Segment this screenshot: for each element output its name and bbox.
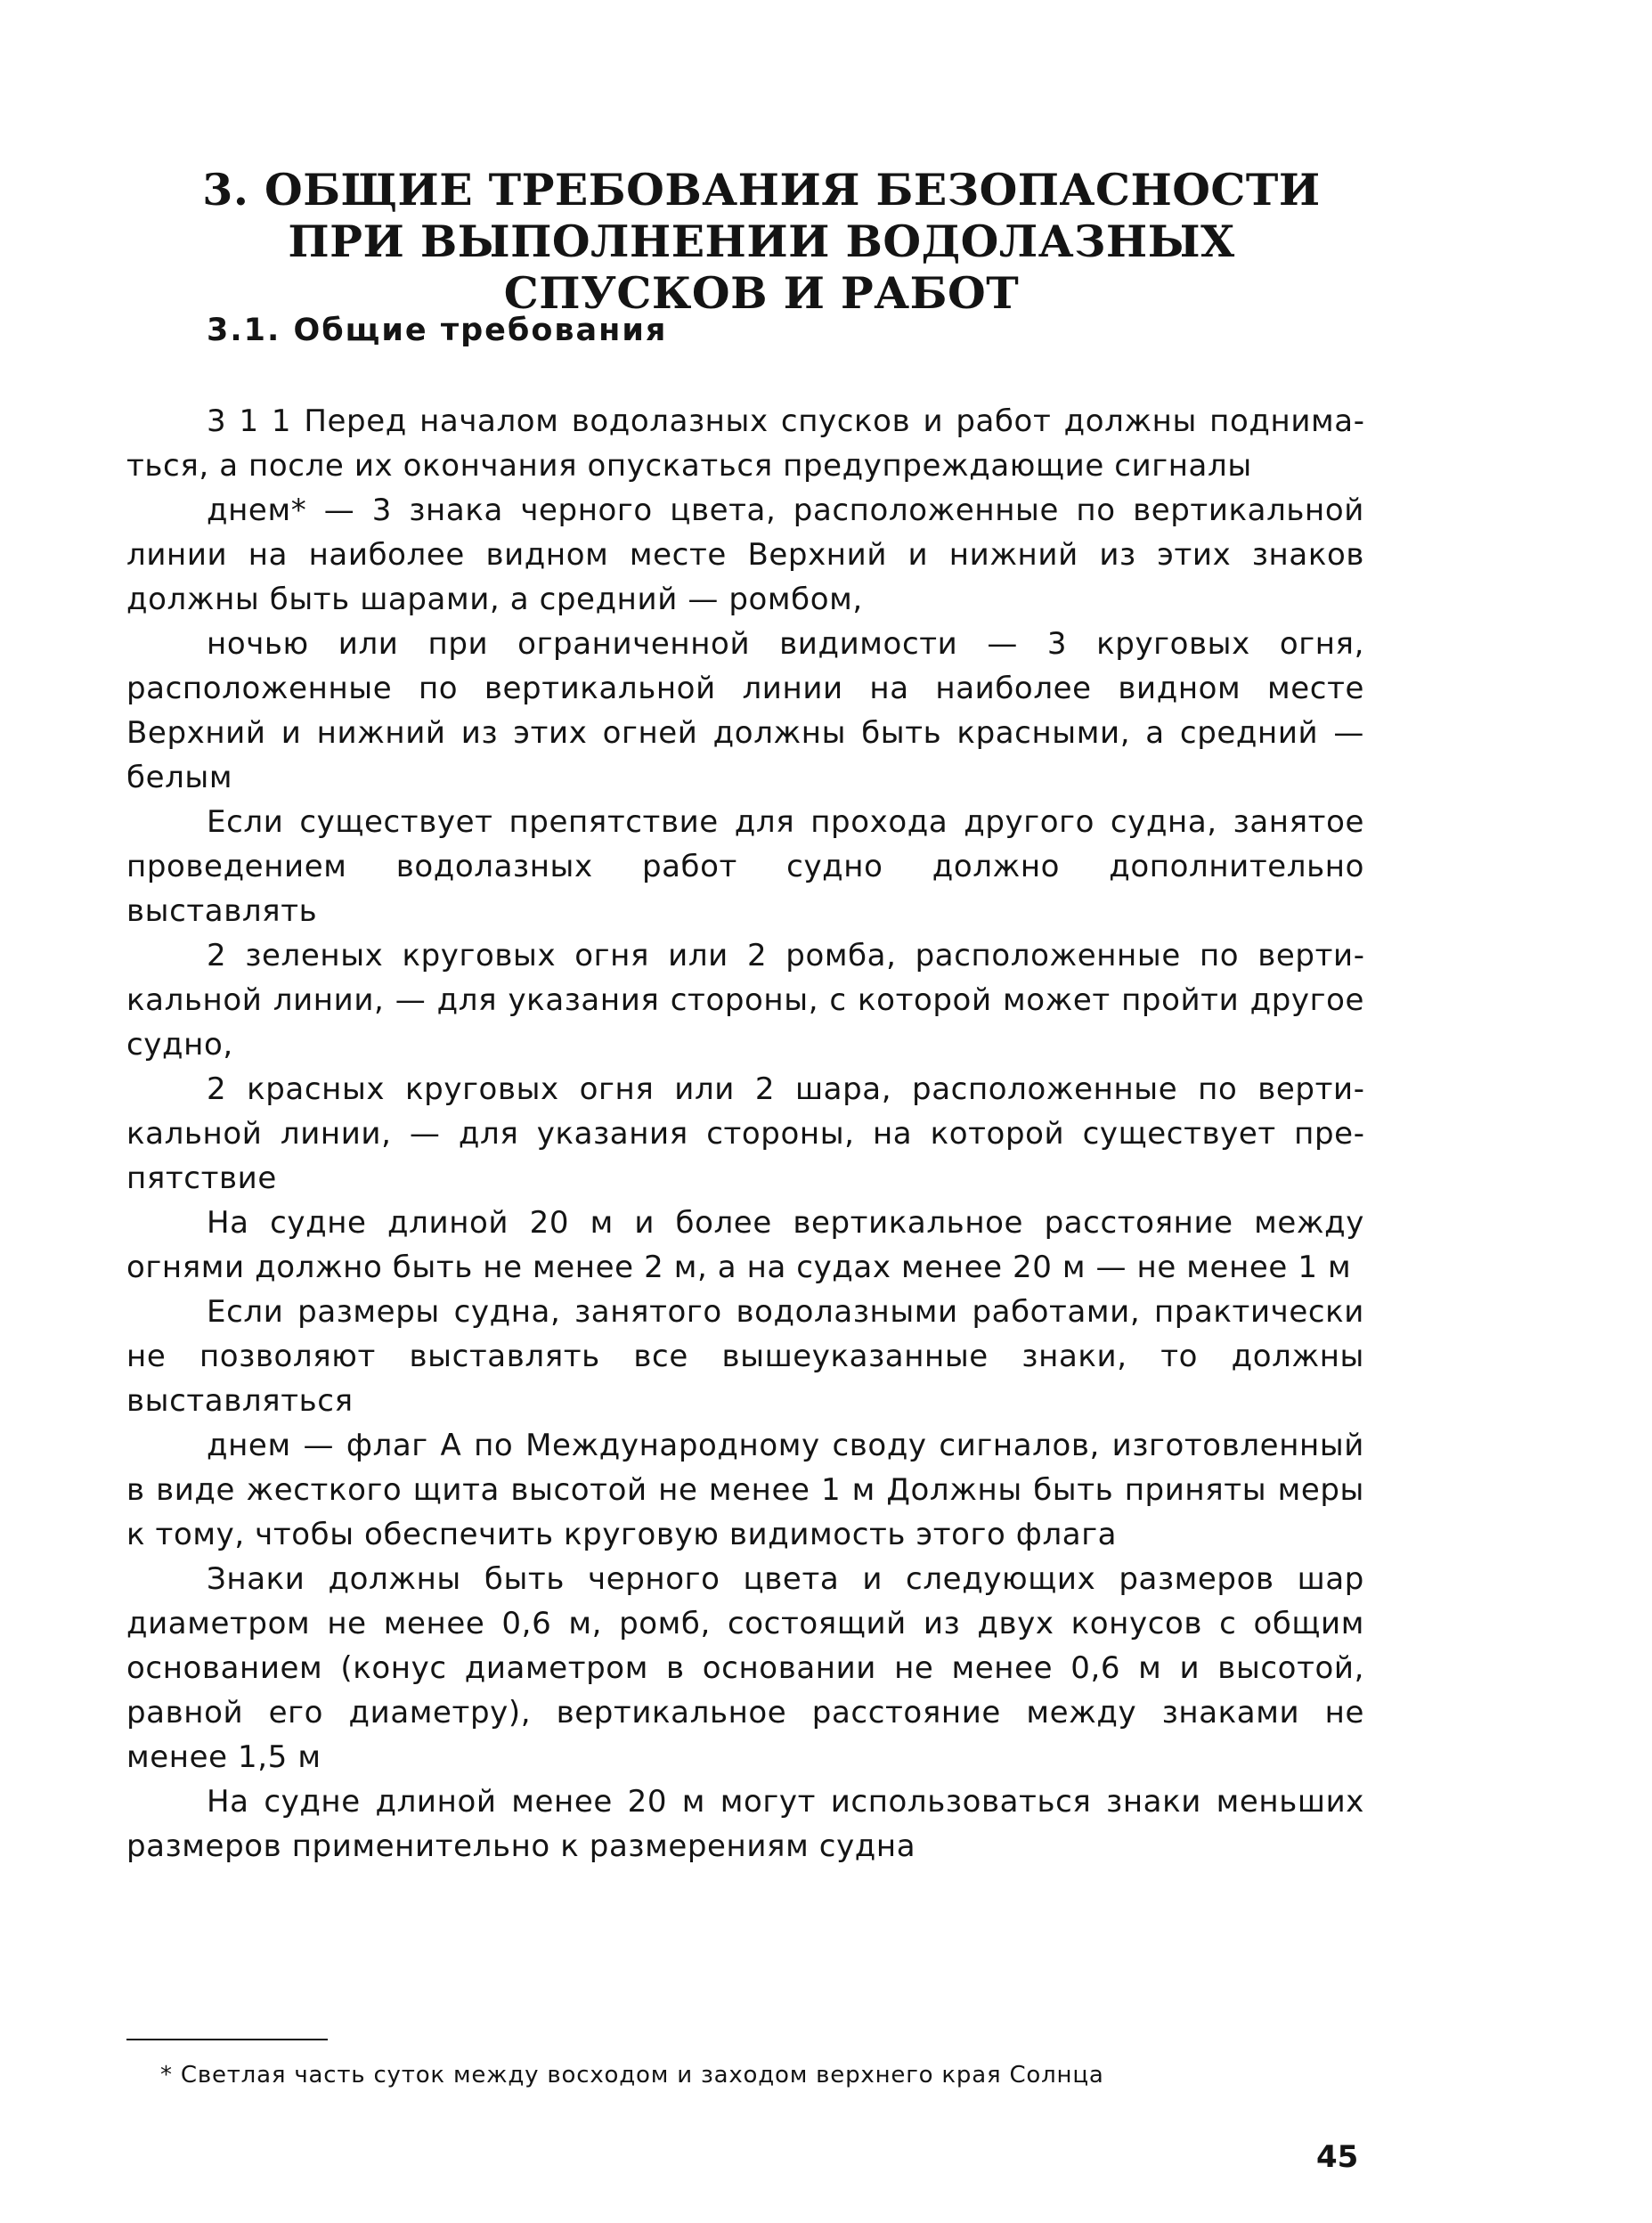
paragraph-light-spacing: На судне длиной 20 м и более вертикальное расстояние между огнями должно быть не менее 2 м, а на судах менее 20 м — не менее 1 м: [126, 1205, 1364, 1285]
paragraph-obstruction: Если существует препятствие для прохода другого судна, занятое проведением водолазных работ судно должно дополнительно выставлять: [126, 804, 1364, 929]
page-number: 45: [1316, 2139, 1359, 2175]
paragraph-3-1-1: 3 1 1 Перед началом водолазных спусков и работ должны подниматься, а после их окончания опускаться предупреждающие сигналы: [126, 403, 1364, 484]
paragraph-smaller-shapes: На судне длиной менее 20 м могут использоваться знаки меньших размеров применительно к размерениям судна: [126, 1784, 1364, 1864]
chapter-title-line-1: 3. ОБЩИЕ ТРЕБОВАНИЯ БЕЗОПАСНОСТИ: [202, 164, 1321, 216]
chapter-title: [160, 164, 1363, 319]
paragraph-day-signals: днем* — 3 знака черного цвета, расположенные по вертикальной линии на наиболее видном месте Верхний и нижний из этих знаков должны быть шарами, а средний — ромбом,: [126, 493, 1364, 617]
footnote-divider: [126, 2039, 328, 2040]
section-title: 3.1. Общие требования: [207, 313, 668, 348]
footnote: * Светлая часть суток между восходом и заходом верхнего края Солнца: [160, 2062, 1104, 2089]
paragraph-flag-a: днем — флаг А по Международному своду сигналов, изготовленный в виде жесткого щита высотой не менее 1 м Должны быть приняты меры к тому, чтобы обеспечить круговую видимость этого флага: [126, 1428, 1364, 1552]
paragraph-green-lights: 2 зеленых круговых огня или 2 ромба, расположенные по вертикальной линии, — для указания стороны, с которой может пройти другое судно,: [126, 938, 1364, 1063]
paragraph-small-vessel: Если размеры судна, занятого водолазными работами, практически не позволяют выставлять все вышеуказанные знаки, то должны выставляться: [126, 1294, 1364, 1419]
chapter-title-line-2: ПРИ ВЫПОЛНЕНИИ ВОДОЛАЗНЫХ СПУСКОВ И РАБОТ: [288, 216, 1235, 319]
paragraph-shape-sizes: Знаки должны быть черного цвета и следующих размеров шар диаметром не менее 0,6 м, ромб, состоящий из двух конусов с общим основанием (конус диаметром в основании не менее 0,6 м и высотой, равной его диаметру), вертикальное расстояние между знаками не менее 1,5 м: [126, 1561, 1364, 1775]
body-text: [126, 399, 1364, 1869]
paragraph-red-lights: 2 красных круговых огня или 2 шара, расположенные по вертикальной линии, — для указания стороны, на которой существует препятствие: [126, 1071, 1364, 1196]
paragraph-night-signals: ночью или при ограниченной видимости — 3 круговых огня, расположенные по вертикальной линии на наиболее видном месте Верхний и нижний из этих огней должны быть красными, а средний — белым: [126, 626, 1364, 795]
